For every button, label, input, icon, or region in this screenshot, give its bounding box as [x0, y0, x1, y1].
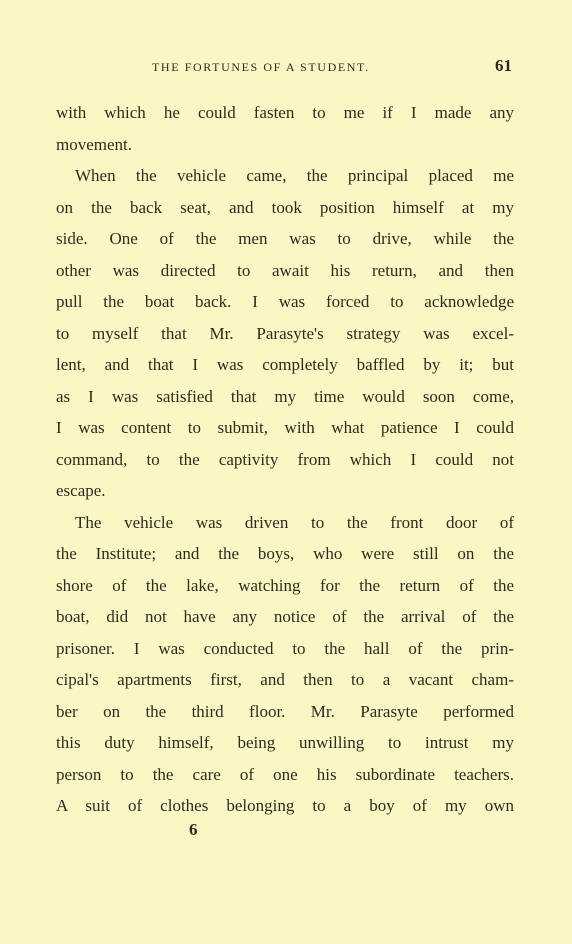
- text-line: to myself that Mr. Parasyte's strategy was excel-: [56, 323, 514, 343]
- text-line: the Institute; and the boys, who were still on the: [56, 544, 514, 563]
- body-text: [56, 97, 514, 822]
- text-line: I was content to submit, with what patience I could: [56, 418, 514, 437]
- text-line: other was directed to await his return, and then: [56, 260, 514, 280]
- text-line: boat, did not have any notice of the arrival of the: [56, 607, 514, 626]
- text-line: on the back seat, and took position himself at my: [56, 197, 514, 217]
- running-header: [56, 56, 516, 78]
- text-line: movement.: [56, 134, 133, 154]
- text-line: pull the boat back. I was forced to acknowledge: [56, 292, 514, 311]
- text-line: as I was satisfied that my time would soon come,: [56, 386, 514, 406]
- text-line: A suit of clothes belonging to a boy of my own: [56, 796, 514, 815]
- text-line: prisoner. I was conducted to the hall of the prin-: [56, 638, 514, 658]
- text-line: lent, and that I was completely baffled by it; but: [56, 355, 514, 374]
- text-line: When the vehicle came, the principal placed me: [75, 166, 514, 185]
- text-line: this duty himself, being unwilling to intrust my: [56, 733, 514, 752]
- page-number: 61: [495, 56, 512, 75]
- text-line: with which he could fasten to me if I made any: [56, 103, 514, 122]
- signature-mark: 6: [189, 820, 198, 839]
- running-title: THE FORTUNES OF A STUDENT.: [152, 60, 370, 74]
- text-line: ber on the third floor. Mr. Parasyte performed: [56, 701, 514, 721]
- text-line: The vehicle was driven to the front door of: [75, 512, 514, 532]
- text-line: cipal's apartments first, and then to a vacant cham-: [56, 670, 514, 689]
- text-line: escape.: [56, 481, 106, 500]
- text-line: person to the care of one his subordinate teachers.: [56, 764, 514, 784]
- text-line: command, to the captivity from which I could not: [56, 449, 514, 469]
- text-line: shore of the lake, watching for the return of the: [56, 575, 514, 595]
- text-line: side. One of the men was to drive, while the: [56, 229, 514, 248]
